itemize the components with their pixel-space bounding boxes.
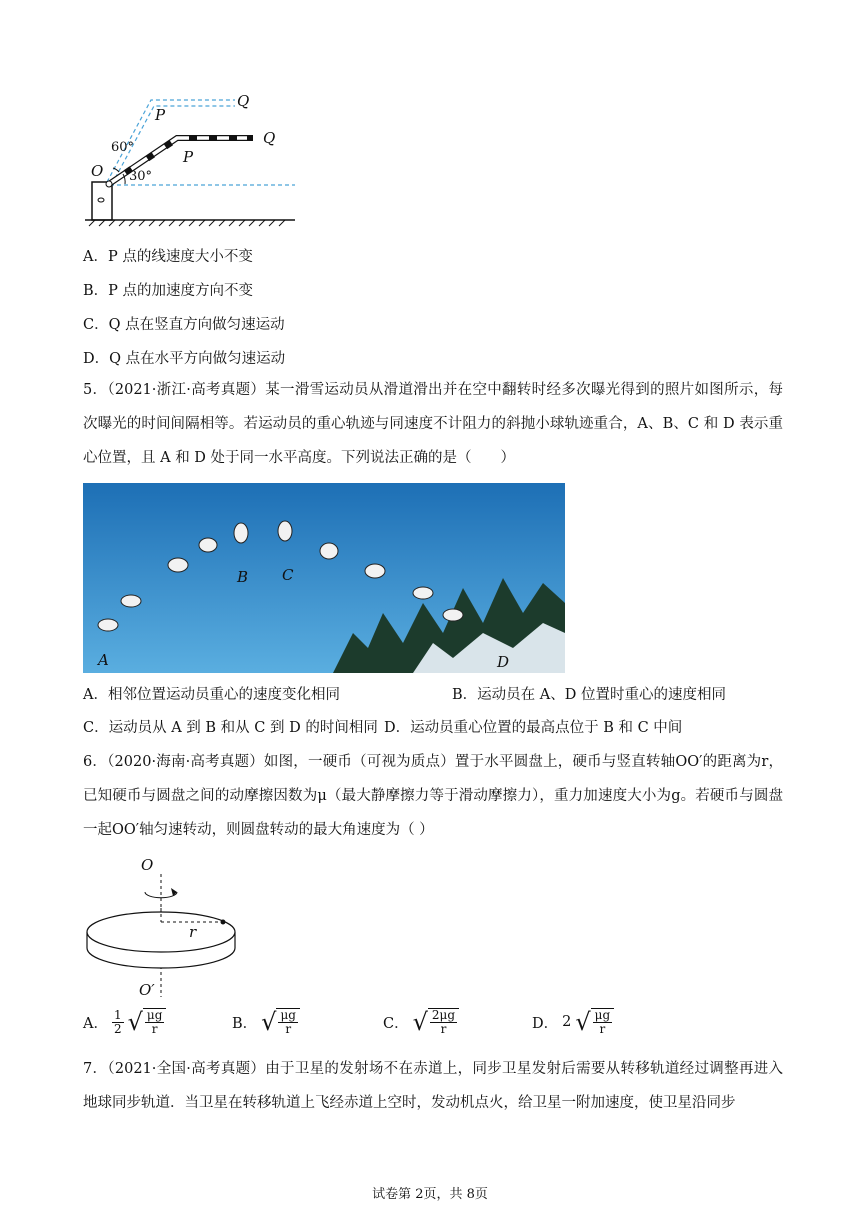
label-p: P: [183, 148, 194, 166]
q6-stem: 6．（2020·海南·高考真题）如图，一硬币（可视为质点）置于水平圆盘上，硬币与竖直转轴OO′的距离为r，已知硬币与圆盘之间的动摩擦因数为μ（最大静摩擦力等于滑动摩擦力），重力加速度大小为g。若硬币与圆盘一起OO′轴匀速转动，则圆盘转动的最大角速度为（ ）: [83, 754, 783, 838]
q5-option-a[interactable]: A．相邻位置运动员重心的速度变化相同: [83, 687, 340, 703]
photo-label-d: D: [497, 653, 510, 671]
q6-option-d[interactable]: D． 2 √ $\frac{\mu g}{r}$: [532, 1008, 614, 1036]
turntable-diagram: [83, 852, 273, 1002]
photo-label-b: B: [237, 568, 249, 586]
label-q: Q: [263, 129, 276, 147]
q6-option-c[interactable]: C． √ $\frac{2\mu g}{r}$: [383, 1008, 459, 1036]
q6-option-b[interactable]: B． √ $\frac{\mu g}{r}$: [232, 1008, 300, 1036]
label-q-top: Q: [237, 92, 250, 110]
q6-option-a[interactable]: A． $\frac{1}{2}$ √ $\frac{\mu g}{r}$: [83, 1008, 166, 1036]
radius-label-r: r: [189, 923, 197, 941]
label-p-top: P: [155, 106, 166, 124]
axis-label-o: O: [141, 856, 154, 874]
angle-60: 60°: [111, 140, 135, 155]
photo-label-c: C: [282, 566, 294, 584]
ski-photo: [83, 483, 565, 673]
q5-stem: 5．（2021·浙江·高考真题）某一滑雪运动员从滑道滑出并在空中翻转时经多次曝光得到的照片如图所示，每次曝光的时间间隔相等。若运动员的重心轨迹与同速度不计阻力的斜抛小球轨迹重合，A、B、C 和 D 表示重心位置，且 A 和 D 处于同一水平高度。下列说法正确的是（ ）: [83, 382, 783, 466]
q4-option-c[interactable]: C．Q 点在竖直方向做匀速运动: [83, 317, 285, 333]
label-o: O: [91, 162, 104, 180]
photo-label-a: A: [98, 651, 109, 669]
q5-option-d[interactable]: D．运动员重心位置的最高点位于 B 和 C 中间: [384, 720, 683, 736]
q4-option-b[interactable]: B．P 点的加速度方向不变: [83, 283, 254, 299]
q4-option-a[interactable]: A．P 点的线速度大小不变: [83, 249, 253, 265]
q5-option-b[interactable]: B．运动员在 A、D 位置时重心的速度相同: [452, 687, 726, 703]
axis-label-o-prime: O′: [139, 981, 155, 999]
page-footer: 试卷第 2页，共 8页: [372, 1187, 488, 1202]
q7-stem: 7．（2021·全国·高考真题）由于卫星的发射场不在赤道上，同步卫星发射后需要从转移轨道经过调整再进入地球同步轨道．当卫星在转移轨道上飞经赤道上空时，发动机点火，给卫星一附加速度，使卫星沿同步: [83, 1061, 783, 1111]
q4-option-d[interactable]: D．Q 点在水平方向做匀速运动: [83, 351, 286, 367]
q5-option-c[interactable]: C．运动员从 A 到 B 和从 C 到 D 的时间相同: [83, 720, 378, 736]
barrier-diagram: [85, 88, 295, 233]
angle-30: 30°: [129, 169, 153, 184]
